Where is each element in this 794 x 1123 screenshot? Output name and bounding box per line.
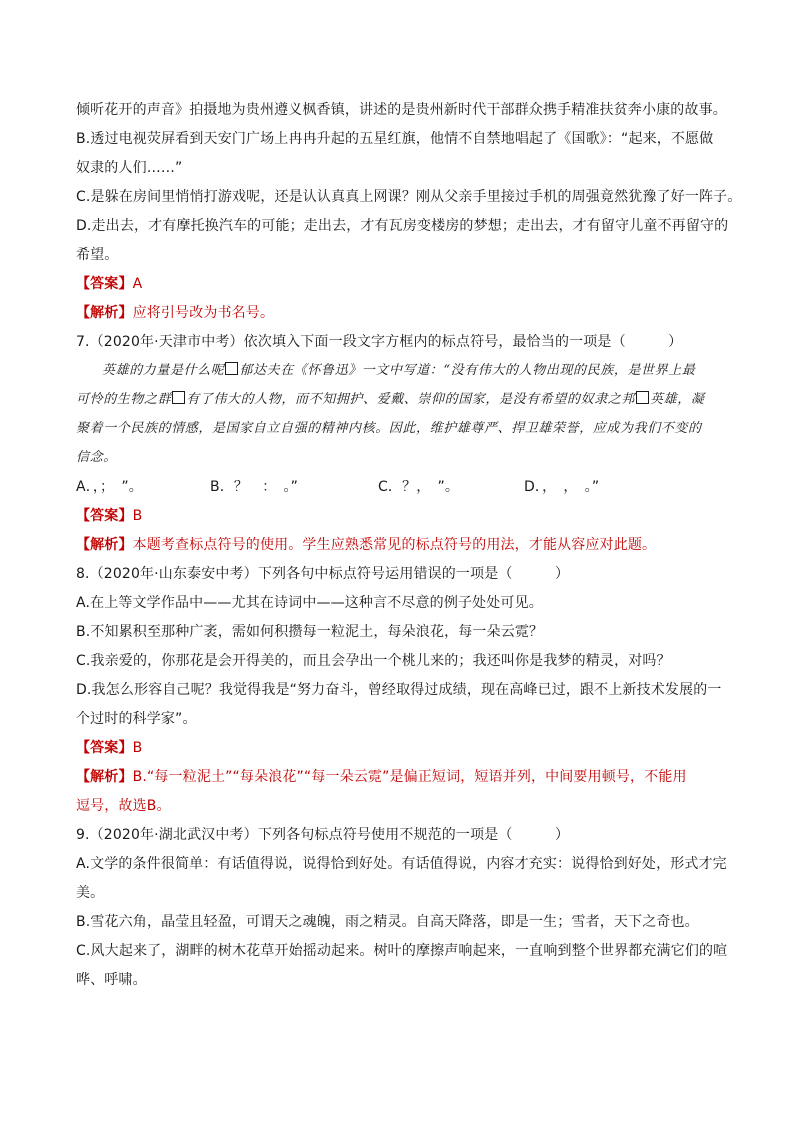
passage-text: 郁达夫在《怀鲁迅》一文中写道：“没有伟大的人物出现的民族，是世界上最 xyxy=(239,363,696,378)
option-a-line: A.在上等文学作品中——尤其在诗词中——这种言不尽意的例子处处可见。 xyxy=(76,595,543,611)
option-b-line: B.雪花六角，晶莹且轻盈，可谓天之魂魄，雨之精灵。自高天降落，即是一生；雪者，天下之奇也。 xyxy=(76,914,699,930)
option-b: B．？ ： 。” xyxy=(210,479,299,495)
answer-label: 【答案】 xyxy=(76,508,133,524)
text-line: 美。 xyxy=(76,885,105,901)
answer-label: 【答案】 xyxy=(76,740,133,756)
text-line: 倾听花开的声音》拍摄地为贵州遵义枫香镇，讲述的是贵州新时代干部群众携手精准扶贫奔小康的故事。 xyxy=(76,102,727,118)
analysis-label: 【解析】 xyxy=(76,537,133,553)
question-9-stem: 9.（2020年·湖北武汉中考）下列各句标点符号使用不规范的一项是（ ） xyxy=(76,827,570,843)
answer-line xyxy=(76,736,726,765)
passage-line: 聚着一个民族的情感，是国家自立自强的精神内核。因此，维护雄尊严、捍卫雄荣誉，应成为我们不变的 xyxy=(76,421,702,436)
option-a: A．，； ”。 xyxy=(76,479,143,495)
analysis-line xyxy=(76,301,726,330)
analysis-line xyxy=(76,533,726,562)
option-a-line: A.文学的条件很简单：有话值得说，说得恰到好处。有话值得说，内容才充实：说得恰到好处，形式才完 xyxy=(76,856,727,872)
option-c: C．？， ”。 xyxy=(378,479,460,495)
analysis-text: B.“每一粒泥土”“每朵浪花”“每一朵云霓”是偏正短词，短语并列，中间要用顿号，不能用 xyxy=(132,769,687,785)
question-7-options xyxy=(76,475,726,504)
answer-line xyxy=(76,504,726,533)
passage-text: 英雄的力量是什么呢 xyxy=(102,363,225,378)
option-d: D．， ， 。” xyxy=(524,479,600,495)
passage-text: 有了伟大的人物，而不知拥护、爱戴、崇仰的国家，是没有希望的奴隶之邦 xyxy=(186,392,636,407)
option-c-line: C.是躲在房间里悄悄打游戏呢，还是认认真真上网课？刚从父亲手里接过手机的周强竟然犹豫了好一阵子。 xyxy=(76,189,742,205)
answer-label: 【答案】 xyxy=(76,276,133,292)
analysis-text: 本题考查标点符号的使用。学生应熟悉常见的标点符号的用法，才能从容应对此题。 xyxy=(132,537,657,553)
text-line: 个过时的科学家”。 xyxy=(76,711,197,727)
option-d-line: D.我怎么形容自己呢？我觉得我是“努力奋斗，曾经取得过成绩，现在高峰已过，跟不上新技术发展的一 xyxy=(76,682,722,698)
question-7-stem: 7.（2020年·天津市中考）依次填入下面一段文字方框内的标点符号，最恰当的一项是（ ） xyxy=(76,334,683,350)
blank-box xyxy=(225,362,238,375)
text-line: 奴隶的人们……” xyxy=(76,160,183,176)
passage-line: 信念。 xyxy=(76,450,117,465)
text-line: 希望。 xyxy=(76,247,119,263)
option-c-line: C.我亲爱的，你那花是会开得美的，而且会孕出一个桃儿来的；我还叫你是我梦的精灵，对吗？ xyxy=(76,653,671,669)
answer-value: A xyxy=(132,276,143,292)
analysis-line xyxy=(76,765,726,794)
passage-text: 可怜的生物之群 xyxy=(76,392,172,407)
passage-line xyxy=(76,359,726,388)
blank-box xyxy=(636,391,649,404)
option-d-line: D.走出去，才有摩托换汽车的可能；走出去，才有瓦房变楼房的梦想；走出去，才有留守儿童不再留守的 xyxy=(76,218,729,234)
passage-text: 英雄，凝 xyxy=(650,392,705,407)
answer-value: B xyxy=(132,508,143,524)
option-c-line: C.风大起来了，湖畔的树木花草开始摇动起来。树叶的摩擦声响起来，一直响到整个世界都充满它们的喧 xyxy=(76,943,728,959)
answer-value: B xyxy=(132,740,143,756)
option-b-line: B.不知累积至那种广袤，需如何积攒每一粒泥土，每朵浪花，每一朵云霓？ xyxy=(76,624,544,640)
analysis-text: 应将引号改为书名号。 xyxy=(132,305,275,321)
option-b-line: B.透过电视荧屏看到天安门广场上冉冉升起的五星红旗，他情不自禁地唱起了《国歌》：“起来，不愿做 xyxy=(76,131,714,147)
text-line: 哗、呼啸。 xyxy=(76,972,147,988)
analysis-label: 【解析】 xyxy=(76,305,133,321)
blank-box xyxy=(172,391,185,404)
document-body xyxy=(76,98,742,997)
analysis-continued: 逗号，故选B。 xyxy=(76,798,171,814)
analysis-label: 【解析】 xyxy=(76,769,133,785)
question-8-stem: 8.（2020年·山东泰安中考）下列各句中标点符号运用错误的一项是（ ） xyxy=(76,566,570,582)
passage-line xyxy=(76,388,726,417)
answer-line xyxy=(76,272,726,301)
